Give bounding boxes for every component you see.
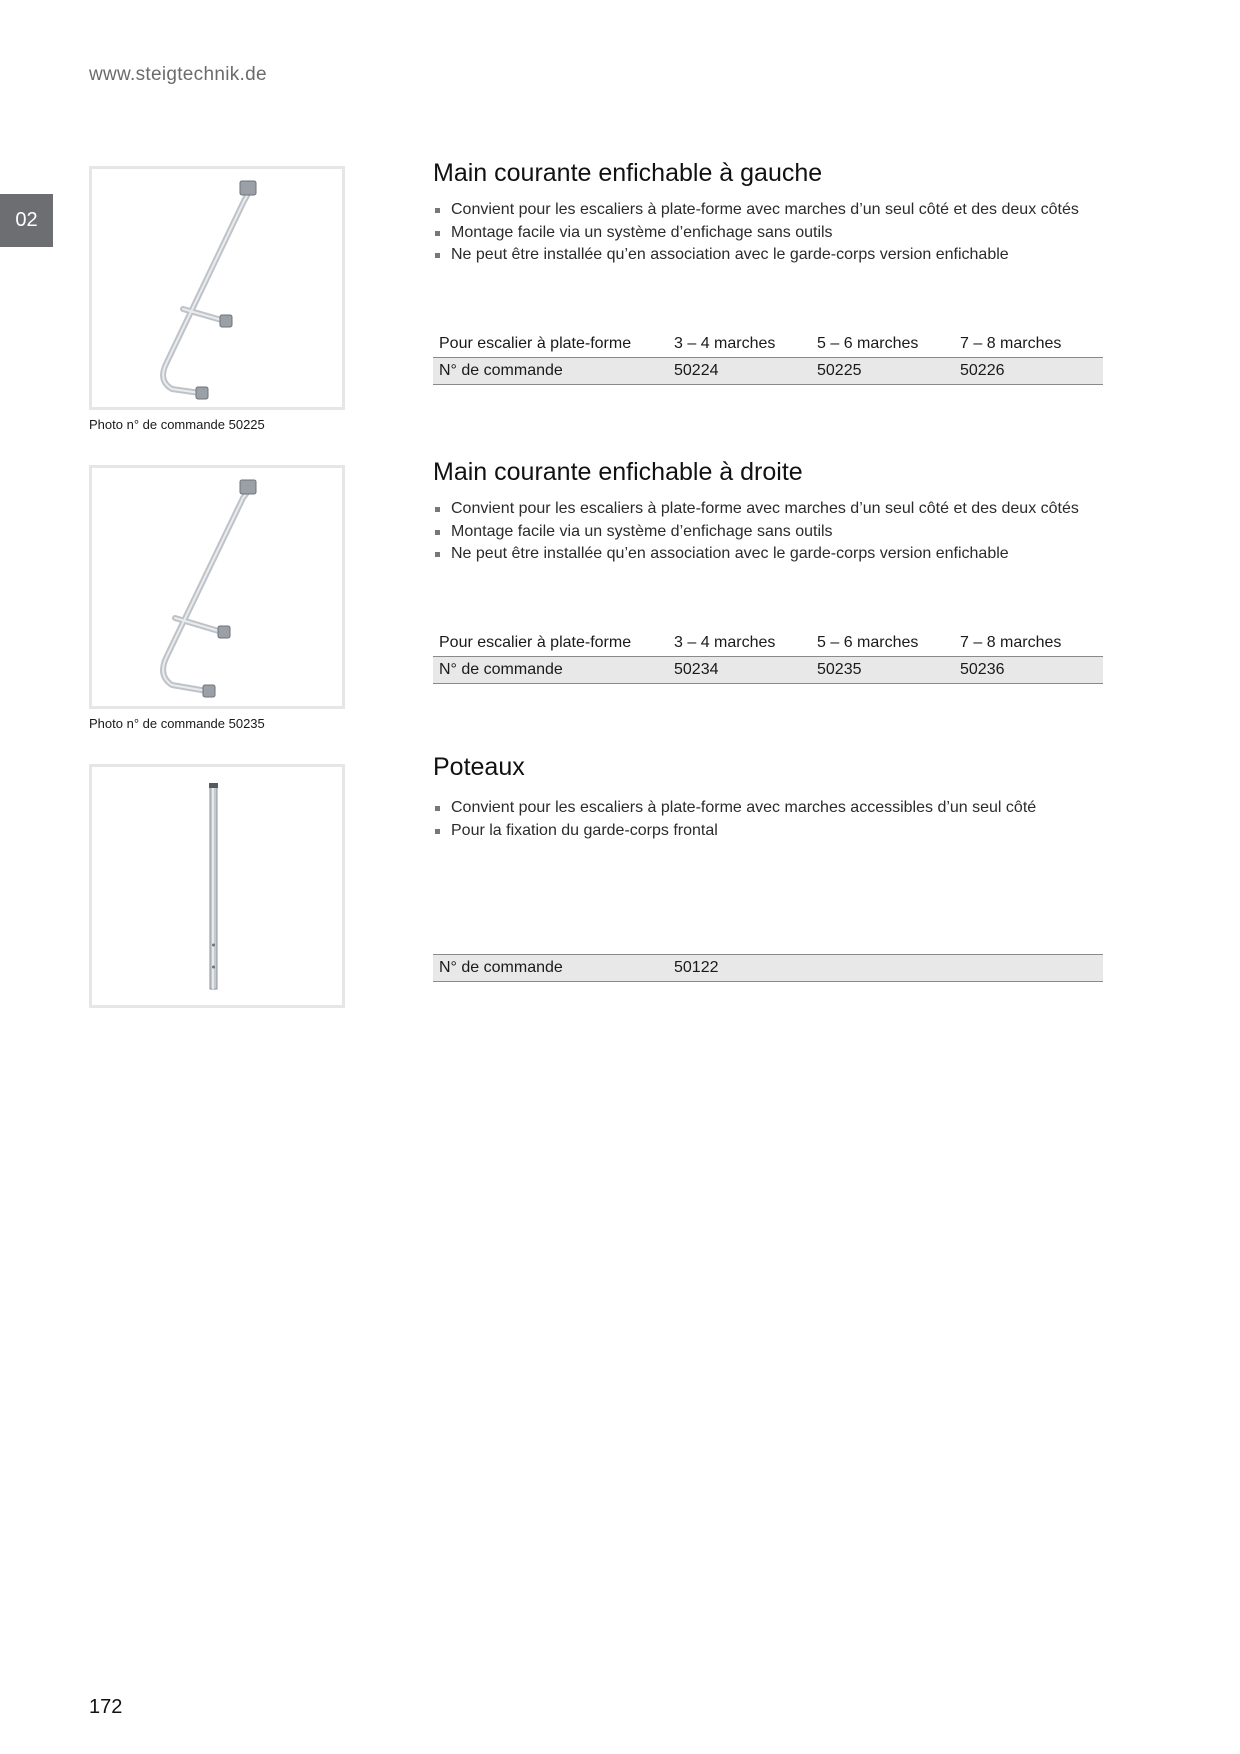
feature-item: Convient pour les escaliers à plate-forme avec marches d’un seul côté et des deux côtés [433, 498, 1079, 521]
table-row [433, 955, 1103, 982]
post-image [92, 767, 342, 1005]
product-title: Main courante enfichable à gauche [433, 159, 823, 187]
table-cell: Pour escalier à plate-forme [433, 331, 668, 358]
image-caption: Photo n° de commande 50235 [89, 716, 265, 731]
feature-item: Ne peut être installée qu’en association avec le garde-corps version enfichable [433, 543, 1079, 566]
feature-item: Montage facile via un système d’enfichage sans outils [433, 222, 1079, 245]
product-image-frame [89, 764, 345, 1008]
order-number: 50235 [811, 657, 954, 684]
feature-item: Convient pour les escaliers à plate-forme avec marches d’un seul côté et des deux côtés [433, 199, 1079, 222]
feature-item: Ne peut être installée qu’en association avec le garde-corps version enfichable [433, 244, 1079, 267]
table-cell: Pour escalier à plate-forme [433, 630, 668, 657]
handrail-left-image [92, 169, 342, 407]
table-cell: 7 – 8 marches [954, 630, 1103, 657]
product-image-frame [89, 166, 345, 410]
chapter-tab: 02 [0, 194, 53, 247]
table-row [433, 657, 1103, 684]
table-cell: N° de commande [433, 358, 668, 385]
order-table [433, 630, 1103, 684]
order-number: 50236 [954, 657, 1103, 684]
order-number: 50225 [811, 358, 954, 385]
feature-item: Pour la fixation du garde-corps frontal [433, 820, 1036, 843]
table-header-row [433, 331, 1103, 358]
product-image-frame [89, 465, 345, 709]
feature-list [433, 199, 1079, 267]
site-url[interactable]: www.steigtechnik.de [89, 64, 267, 85]
feature-item: Convient pour les escaliers à plate-forme avec marches accessibles d’un seul côté [433, 797, 1036, 820]
table-cell: 3 – 4 marches [668, 630, 811, 657]
feature-list [433, 498, 1079, 566]
table-row [433, 358, 1103, 385]
feature-item: Montage facile via un système d’enfichage sans outils [433, 521, 1079, 544]
table-cell: 3 – 4 marches [668, 331, 811, 358]
order-number: 50234 [668, 657, 811, 684]
table-header-row [433, 630, 1103, 657]
table-cell: 5 – 6 marches [811, 630, 954, 657]
handrail-right-image [92, 468, 342, 706]
page-number: 172 [89, 1696, 123, 1718]
table-cell: N° de commande [433, 955, 668, 982]
product-title: Poteaux [433, 753, 525, 781]
table-cell: 7 – 8 marches [954, 331, 1103, 358]
table-cell: N° de commande [433, 657, 668, 684]
order-number: 50226 [954, 358, 1103, 385]
order-number: 50224 [668, 358, 811, 385]
order-table [433, 331, 1103, 385]
order-number: 50122 [668, 955, 1103, 982]
image-caption: Photo n° de commande 50225 [89, 417, 265, 432]
table-cell: 5 – 6 marches [811, 331, 954, 358]
product-title: Main courante enfichable à droite [433, 458, 803, 486]
order-table [433, 954, 1103, 982]
feature-list [433, 797, 1036, 842]
